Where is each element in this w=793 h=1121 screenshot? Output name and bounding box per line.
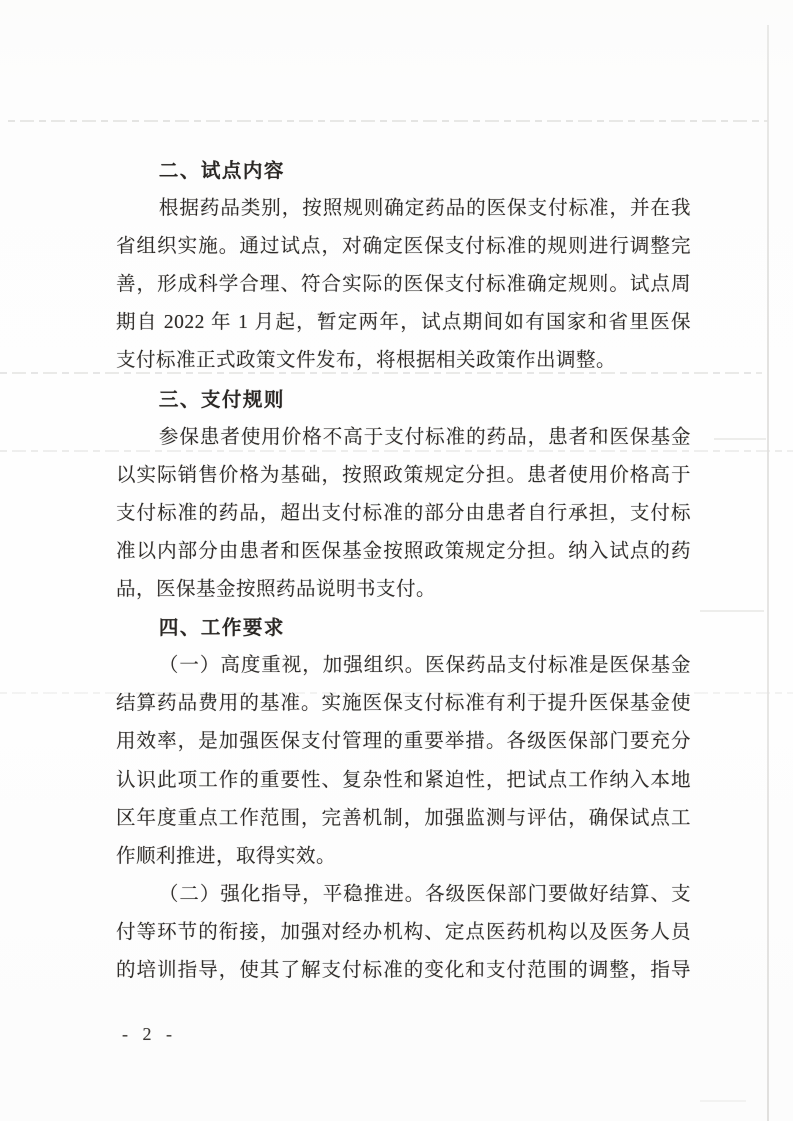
document-line: 结算药品费用的基准。实施医保支付标准有利于提升医保基金使 (116, 693, 691, 715)
document-body (116, 152, 691, 990)
document-line: 支付标准正式政策文件发布，将根据相关政策作出调整。 (116, 350, 617, 372)
document-line: （二）强化指导，平稳推进。各级医保部门要做好结算、支 (158, 883, 691, 905)
document-line: 品，医保基金按照药品说明书支付。 (116, 579, 437, 601)
section-heading-pilot-content: 二、试点内容 (158, 160, 285, 182)
scan-artifact-smudge (700, 1100, 746, 1102)
document-line: 期自 2022 年 1 月起，暂定两年，试点期间如有国家和省里医保 (116, 312, 691, 334)
scan-artifact-vertical-line (767, 25, 769, 1121)
document-line: （一）高度重视，加强组织。医保药品支付标准是医保基金 (158, 655, 691, 677)
scan-artifact-dashed-line-top (8, 120, 768, 122)
document-line: 付等环节的衔接，加强对经办机构、定点医药机构以及医务人员 (116, 921, 691, 943)
document-line: 准以内部分由患者和医保基金按照政策规定分担。纳入试点的药 (116, 540, 691, 562)
scan-artifact-smudge (700, 610, 764, 612)
document-line: 参保患者使用价格不高于支付标准的药品，患者和医保基金 (158, 426, 691, 448)
document-line: 以实际销售价格为基础，按照政策规定分担。患者使用价格高于 (116, 464, 691, 486)
document-line: 作顺利推进，取得实效。 (116, 845, 337, 867)
scan-artifact-smudge (714, 438, 766, 440)
document-line: 用效率，是加强医保支付管理的重要举措。各级医保部门要充分 (116, 731, 691, 753)
document-line: 省组织实施。通过试点，对确定医保支付标准的规则进行调整完 (116, 236, 691, 258)
section-heading-payment-rules: 三、支付规则 (158, 388, 285, 411)
page-number: - 2 - (122, 1024, 177, 1044)
document-line: 区年度重点工作范围，完善机制，加强监测与评估，确保试点工 (116, 807, 691, 829)
section-heading-work-requirements: 四、工作要求 (158, 617, 285, 640)
document-line: 善，形成科学合理、符合实际的医保支付标准确定规则。试点周 (116, 274, 691, 296)
document-line: 的培训指导，使其了解支付标准的变化和支付范围的调整，指导 (116, 959, 691, 981)
document-line: 支付标准的药品，超出支付标准的部分由患者自行承担，支付标 (116, 502, 691, 524)
document-line: 认识此项工作的重要性、复杂性和紧迫性，把试点工作纳入本地 (116, 769, 691, 791)
document-line: 根据药品类别，按照规则确定药品的医保支付标准，并在我 (158, 198, 691, 220)
